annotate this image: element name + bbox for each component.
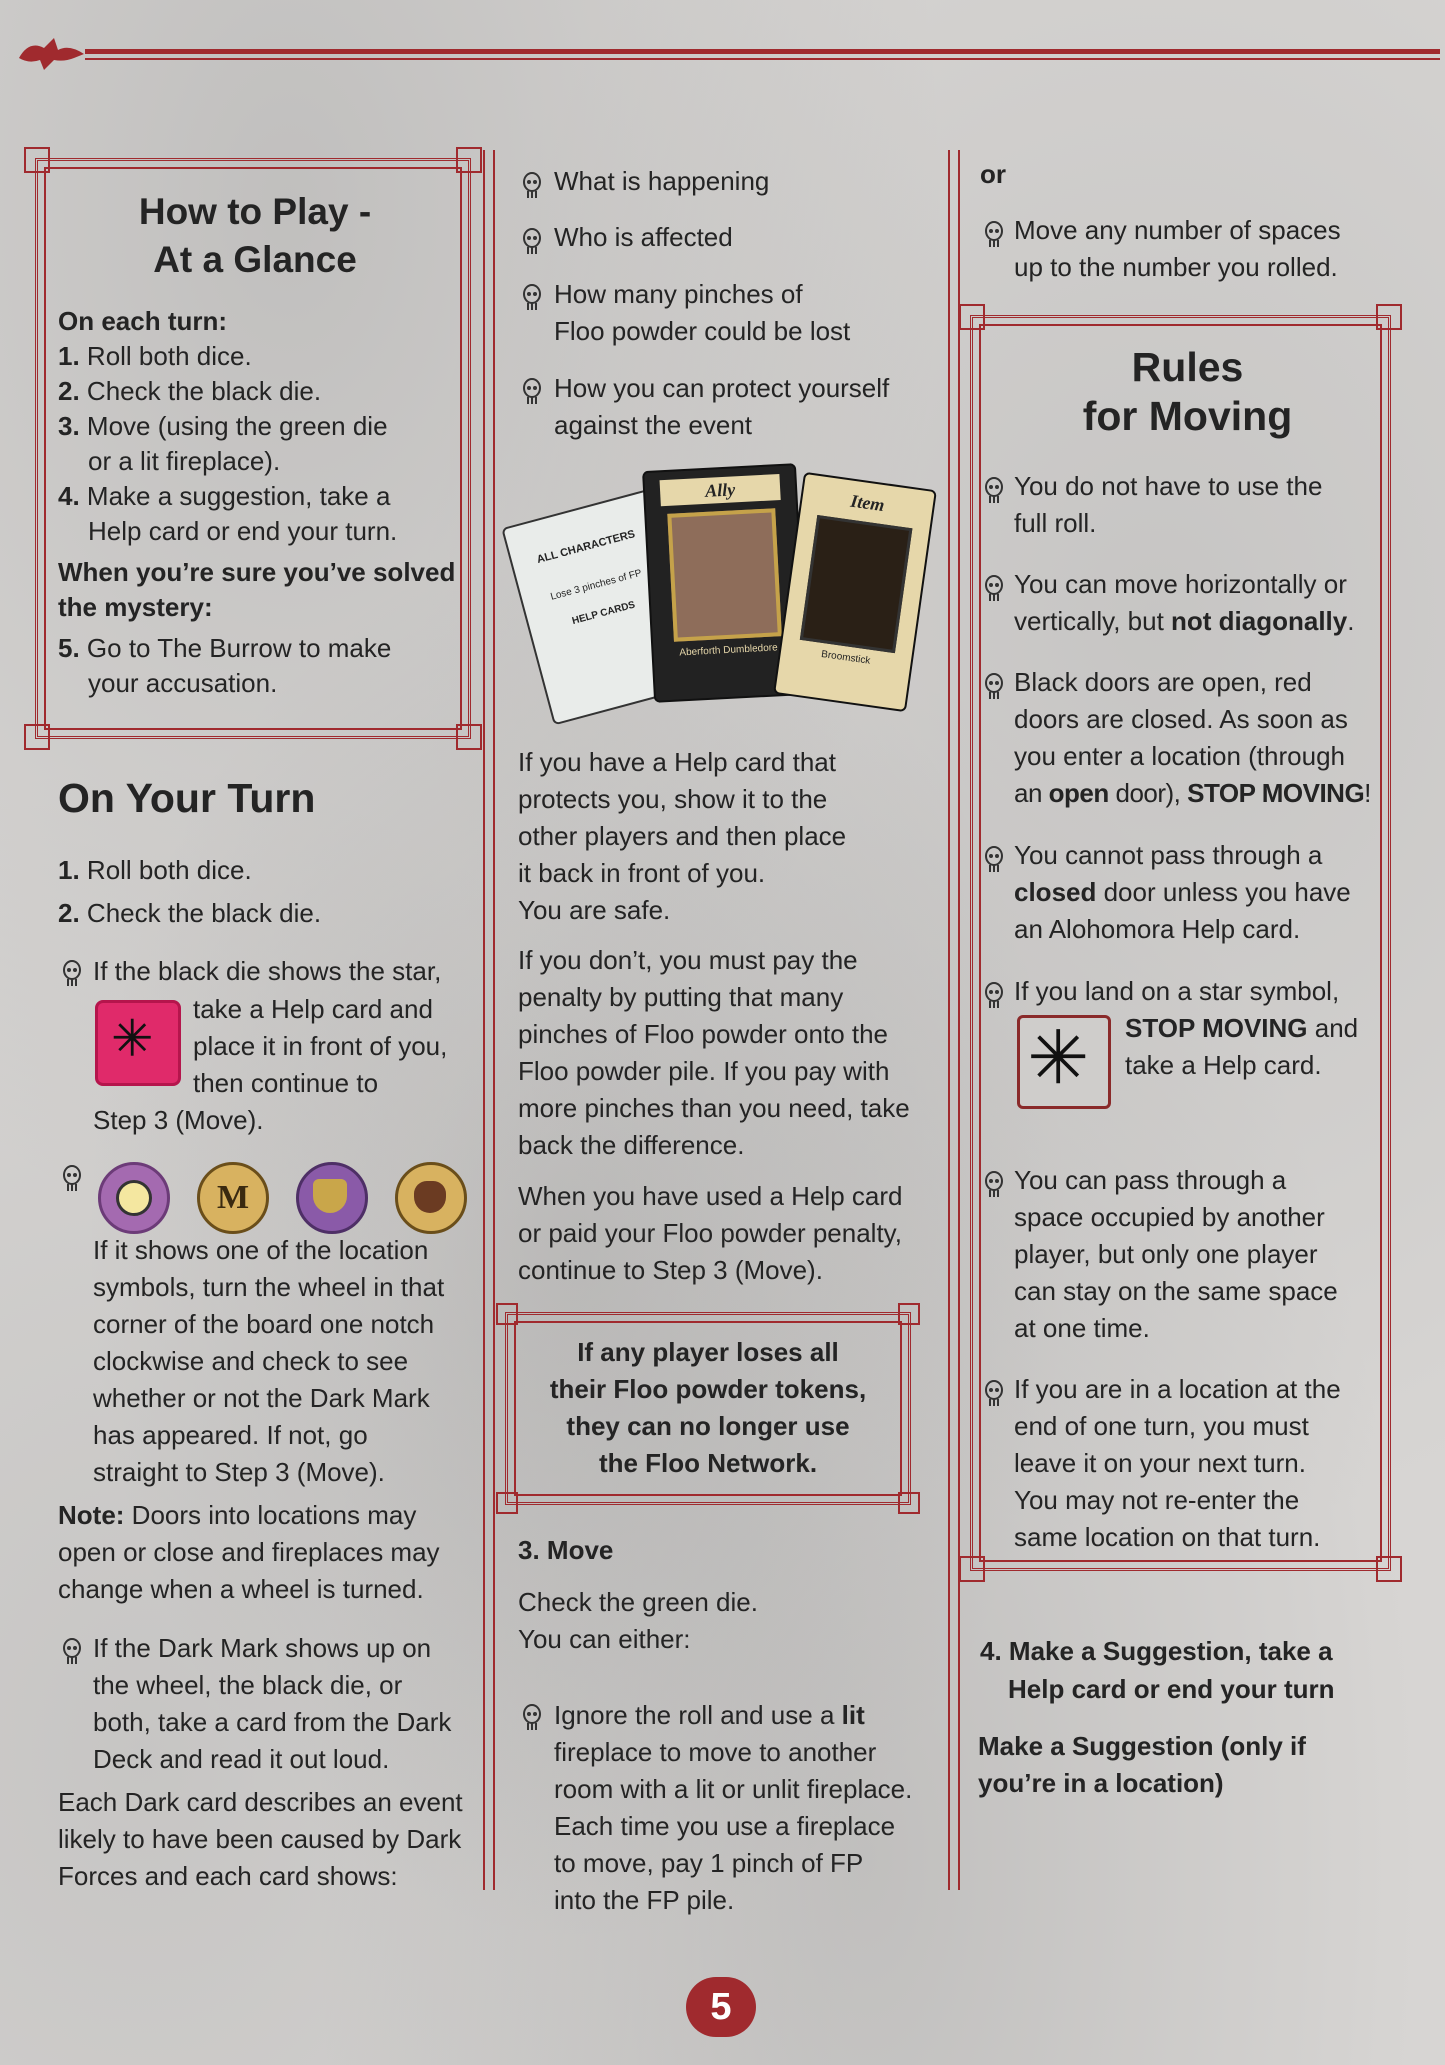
ignore-line-1: Ignore the roll and use a lit — [554, 1700, 865, 1730]
rule7-line-5: same location on that turn. — [1014, 1522, 1321, 1552]
rule4-line-1: You cannot pass through a — [1014, 840, 1323, 870]
dont-line-6: back the difference. — [518, 1130, 745, 1160]
dont-line-1: If you don’t, you must pay the — [518, 945, 858, 975]
used-line-2: or paid your Floo powder penalty, — [518, 1218, 902, 1248]
star-line-3: place it in front of you, — [193, 1031, 448, 1061]
ignore-line-3: room with a lit or unlit fireplace. — [554, 1774, 913, 1804]
dark-line-1: If the Dark Mark shows up on — [93, 1633, 432, 1663]
top-rule-thin — [85, 58, 1440, 60]
skull-icon — [984, 1380, 1004, 1408]
help-line-1: If you have a Help card that — [518, 747, 836, 777]
move-heading: 3. Move — [518, 1535, 614, 1565]
skull-icon — [984, 1171, 1004, 1199]
ignore-line-4: Each time you use a fireplace — [554, 1811, 896, 1841]
loc-line-6: has appeared. If not, go — [93, 1420, 368, 1450]
rule2-line-2: vertically, but not diagonally. — [1014, 606, 1355, 636]
dont-line-3: pinches of Floo powder onto the — [518, 1019, 889, 1049]
loc-line-7: straight to Step 3 (Move). — [93, 1457, 385, 1487]
rule3-line-2: doors are closed. As soon as — [1014, 704, 1348, 734]
hogwarts-location-icon — [296, 1162, 368, 1234]
rule6-line-4: can stay on the same space — [1014, 1276, 1338, 1306]
skull-icon — [984, 575, 1004, 603]
star-line-2: take a Help card and — [193, 994, 433, 1024]
glance-step-2: 2. Check the black die. — [58, 376, 322, 406]
star-line-1: If the black die shows the star, — [93, 956, 442, 986]
cards-illustration — [520, 465, 920, 725]
skull-icon — [984, 477, 1004, 505]
each-line-2: likely to have been caused by Dark — [58, 1824, 462, 1854]
glance-step-3-cont: or a lit fireplace). — [88, 446, 281, 476]
dragon-icon — [14, 30, 94, 80]
floo-box-line-1: If any player loses all — [577, 1337, 839, 1367]
move-any-line-2: up to the number you rolled. — [1014, 252, 1338, 282]
or-label: or — [980, 159, 1006, 189]
rule6-line-1: You can pass through a — [1014, 1165, 1287, 1195]
rule5-line-2: STOP MOVING and — [1125, 1013, 1359, 1043]
rule6-line-2: space occupied by another — [1014, 1202, 1325, 1232]
rule3-line-1: Black doors are open, red — [1014, 667, 1312, 697]
rules-title-2: for Moving — [1082, 393, 1293, 439]
star-space-icon — [1017, 1015, 1111, 1109]
glance-step-4-cont: Help card or end your turn. — [88, 516, 398, 546]
suggest-sub-1: Make a Suggestion (only if — [978, 1731, 1306, 1761]
suggest-sub-2: you’re in a location) — [978, 1768, 1224, 1798]
moon-location-icon — [98, 1162, 170, 1234]
ally-card: Ally Aberforth Dumbledore — [642, 463, 808, 703]
glance-step-3: 3. Move (using the green die — [58, 411, 388, 441]
skull-icon — [62, 1638, 82, 1666]
top-border — [0, 30, 1445, 80]
skull-icon — [62, 960, 82, 988]
rule6-line-5: at one time. — [1014, 1313, 1150, 1343]
star-line-4: then continue to — [193, 1068, 379, 1098]
turn-step-2: 2. Check the black die. — [58, 898, 322, 928]
dont-line-2: penalty by putting that many — [518, 982, 844, 1012]
item-card: Item Broomstick — [773, 472, 937, 712]
suggest-heading-2: Help card or end your turn — [1008, 1674, 1335, 1704]
glance-step-5-cont: your accusation. — [88, 668, 278, 698]
bullet-who: Who is affected — [554, 222, 733, 252]
rule3-line-4: an open door), STOP MOVING! — [1014, 778, 1371, 808]
skull-icon — [984, 221, 1004, 249]
skull-icon — [62, 1165, 82, 1193]
rule1-line-2: full roll. — [1014, 508, 1097, 538]
help-line-3: other players and then place — [518, 821, 847, 851]
rule7-line-3: leave it on your next turn. — [1014, 1448, 1306, 1478]
skull-icon — [984, 846, 1004, 874]
each-line-3: Forces and each card shows: — [58, 1861, 398, 1891]
loc-line-4: clockwise and check to see — [93, 1346, 409, 1376]
on-your-turn-title: On Your Turn — [58, 775, 316, 821]
help-line-4: it back in front of you. — [518, 858, 766, 888]
skull-icon — [522, 378, 542, 406]
note-line-1: Note: Doors into locations may — [58, 1500, 417, 1530]
dont-line-4: Floo powder pile. If you pay with — [518, 1056, 890, 1086]
rule5-line-1: If you land on a star symbol, — [1014, 976, 1340, 1006]
rule7-line-4: You may not re-enter the — [1014, 1485, 1300, 1515]
ministry-location-icon: M — [197, 1162, 269, 1234]
used-line-3: continue to Step 3 (Move). — [518, 1255, 823, 1285]
loc-line-2: symbols, turn the wheel in that — [93, 1272, 445, 1302]
dark-line-3: both, take a card from the Dark — [93, 1707, 452, 1737]
bullet-protect-2: against the event — [554, 410, 753, 440]
bullet-what: What is happening — [554, 166, 770, 196]
dark-line-2: the wheel, the black die, or — [93, 1670, 403, 1700]
help-line-2: protects you, show it to the — [518, 784, 828, 814]
glance-step-5: 5. Go to The Burrow to make — [58, 633, 392, 663]
rule4-line-3: an Alohomora Help card. — [1014, 914, 1301, 944]
move-any-line-1: Move any number of spaces — [1014, 215, 1341, 245]
rule6-line-3: player, but only one player — [1014, 1239, 1318, 1269]
note-line-3: change when a wheel is turned. — [58, 1574, 424, 1604]
sure-line-2: the mystery: — [58, 592, 213, 622]
check-line-2: You can either: — [518, 1624, 691, 1654]
note-line-2: open or close and fireplaces may — [58, 1537, 440, 1567]
floo-box-line-3: they can no longer use — [566, 1411, 850, 1441]
dark-line-4: Deck and read it out loud. — [93, 1744, 390, 1774]
dont-line-5: more pinches than you need, take — [518, 1093, 910, 1123]
glance-step-4: 4. Make a suggestion, take a — [58, 481, 391, 511]
bullet-pinches-1: How many pinches of — [554, 279, 803, 309]
loc-line-1: If it shows one of the location — [93, 1235, 429, 1265]
suggest-heading-1: 4. Make a Suggestion, take a — [980, 1636, 1333, 1666]
turn-step-1: 1. Roll both dice. — [58, 855, 252, 885]
glance-title-1: How to Play - — [138, 191, 372, 232]
skull-icon — [984, 673, 1004, 701]
floo-box-line-2: their Floo powder tokens, — [549, 1374, 867, 1404]
help-line-5: You are safe. — [518, 895, 671, 925]
star-die-icon — [95, 1000, 181, 1086]
bullet-protect-1: How you can protect yourself — [554, 373, 890, 403]
rule2-line-1: You can move horizontally or — [1014, 569, 1347, 599]
skull-icon — [522, 284, 542, 312]
glance-step-1: 1. Roll both dice. — [58, 341, 252, 371]
column-divider-right — [948, 150, 960, 1890]
hogshead-location-icon — [395, 1162, 467, 1234]
glance-title-2: At a Glance — [153, 239, 357, 280]
rule5-line-3: take a Help card. — [1125, 1050, 1322, 1080]
check-line-1: Check the green die. — [518, 1587, 758, 1617]
ignore-line-6: into the FP pile. — [554, 1885, 735, 1915]
help-card: ALL CHARACTERS Lose 3 pinches of FP HELP CARDS — [501, 489, 703, 726]
on-each-turn: On each turn: — [58, 306, 228, 336]
each-line-1: Each Dark card describes an event — [58, 1787, 463, 1817]
used-line-1: When you have used a Help card — [518, 1181, 903, 1211]
skull-icon — [522, 172, 542, 200]
rule3-line-3: you enter a location (through — [1014, 741, 1345, 771]
floo-box-line-4: the Floo Network. — [598, 1448, 818, 1478]
top-rule — [85, 49, 1440, 54]
skull-icon — [522, 228, 542, 256]
loc-line-3: corner of the board one notch — [93, 1309, 435, 1339]
skull-icon — [522, 1704, 542, 1732]
rule7-line-1: If you are in a location at the — [1014, 1374, 1341, 1404]
loc-line-5: whether or not the Dark Mark — [93, 1383, 430, 1413]
ignore-line-5: to move, pay 1 pinch of FP — [554, 1848, 864, 1878]
rule7-line-2: end of one turn, you must — [1014, 1411, 1309, 1441]
skull-icon — [984, 982, 1004, 1010]
rules-title-1: Rules — [1131, 344, 1244, 390]
rule1-line-1: You do not have to use the — [1014, 471, 1323, 501]
column-divider-left — [483, 150, 495, 1890]
ignore-line-2: fireplace to move to another — [554, 1737, 877, 1767]
sure-line-1: When you’re sure you’ve solved — [58, 557, 456, 587]
star-line-5: Step 3 (Move). — [93, 1105, 264, 1135]
bullet-pinches-2: Floo powder could be lost — [554, 316, 851, 346]
page-number: 5 — [686, 1977, 756, 2037]
rule4-line-2: closed door unless you have — [1014, 877, 1351, 907]
